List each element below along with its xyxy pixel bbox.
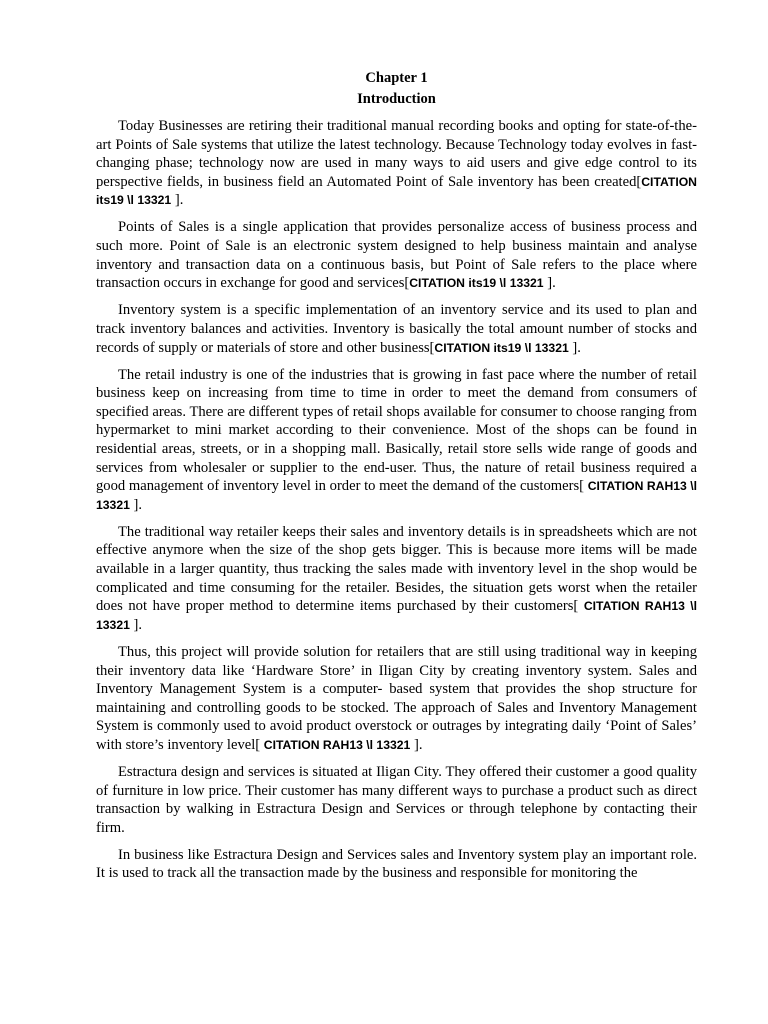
citation-field: CITATION its19 \l 13321 — [96, 174, 697, 208]
paragraph-text: Today Businesses are retiring their traditional manual recording books and opting for state-of-the-art Points of Sale systems that utilize the latest technology. Because Technology today evolves in fast-changing phase; technology now are used in many ways to aid users and give edge control to its perspective fields, in business field an Automated Point of Sale inventory has been created[ — [96, 118, 697, 190]
paragraph — [96, 218, 697, 292]
paragraph — [96, 366, 697, 515]
document-page — [96, 68, 697, 892]
citation-field: CITATION RAH13 \l 13321 — [263, 737, 411, 752]
section-heading: Introduction — [357, 91, 436, 107]
paragraph-text: ]. — [129, 616, 143, 633]
paragraph-text: Estractura design and services is situated at Iligan City. They offered their customer a good quality of furniture in low price. Their customer has many different ways to purchase a product such as direct transaction by walking in Estractura Design and Services or through telephone by contacting their firm. — [96, 764, 697, 836]
paragraph-text: The retail industry is one of the industries that is growing in fast pace where the number of retail business keep on increasing from time to time in order to meet the demand from consumers of specified areas. There are different types of retail shops available for consumer to choose ranging from hypermarket to mini market according to their convenience. Most of the shops can be found in residential areas, streets, or in a shopping mall. Basically, retail store sells wide range of goods and services from wholesaler or supplier to the end-user. Thus, the nature of retail business required a good management of inventory level in order to meet the demand of the customers[ — [96, 366, 697, 495]
title-block — [96, 68, 697, 110]
paragraph-text: The traditional way retailer keeps their sales and inventory details is in spreadsheets which are not effective anymore when the size of the shop gets bigger. This is because more items will be made available in a larger quantity, thus tracking the sales made with inventory level in the shop would be complicated and time consuming for the retailer. Besides, the situation gets worst when the retailer does not have proper method to determine items purchased by their customers[ — [96, 523, 697, 615]
paragraph-text: ]. — [129, 496, 143, 513]
paragraph-text: ]. — [410, 736, 423, 753]
paragraph-text: ]. — [543, 275, 556, 292]
paragraph — [96, 523, 697, 635]
paragraph — [96, 301, 697, 357]
paragraph — [96, 643, 697, 755]
body-text — [96, 117, 697, 883]
chapter-label: Chapter 1 — [365, 70, 428, 86]
citation-field: CITATION its19 \l 13321 — [409, 276, 544, 291]
paragraph-text: Inventory system is a specific implementation of an inventory service and its used to plan and track inventory balances and activities. Inventory is basically the total amount number of stocks and records of supply or materials of store and other business[ — [96, 302, 697, 356]
paragraph-text: ]. — [568, 339, 581, 356]
paragraph — [96, 117, 697, 210]
citation-field: CITATION its19 \l 13321 — [434, 340, 569, 355]
paragraph-text: Thus, this project will provide solution for retailers that are still using traditional way in keeping their inventory data like ‘Hardware Store’ in Iligan City by creating inventory system. Sales and Inventory Management System is a computer- based system that provides the shop structure for maintaining and controlling goods to be stocked. The approach of Sales and Inventory Management System is commonly used to avoid product overstock or outrages by integrating daily ‘Point of Sales’ with store’s inventory level[ — [96, 643, 697, 753]
paragraph — [96, 763, 697, 837]
paragraph-text: Points of Sales is a single application that provides personalize access of business process and such more. Point of Sale is an electronic system designed to help business maintain and analyse inventory and transaction data on a continuous basis, but Point of Sale refers to the place where transaction occurs in exchange for good and services[ — [96, 219, 697, 292]
citation-field: CITATION RAH13 \l 13321 — [96, 599, 698, 632]
paragraph — [96, 846, 697, 883]
citation-field: CITATION RAH13 \l 13321 — [96, 479, 697, 512]
paragraph-text: ]. — [171, 192, 184, 209]
paragraph-text: In business like Estractura Design and Services sales and Inventory system play an important role. It is used to track all the transaction made by the business and responsible for monitoring the — [96, 846, 697, 882]
